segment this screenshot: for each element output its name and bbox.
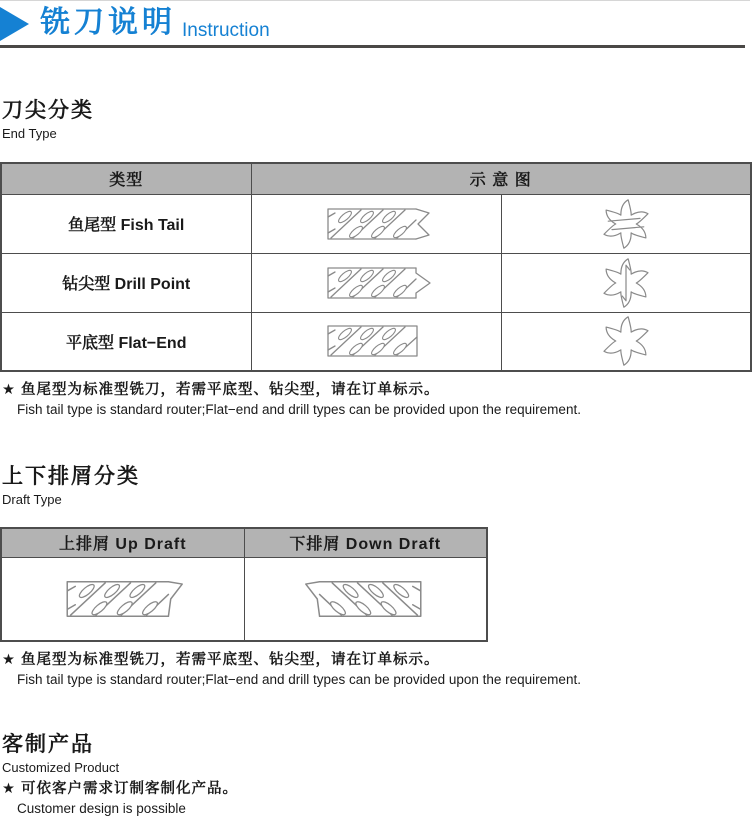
table-row bbox=[1, 253, 751, 312]
flatend-cutter-side-icon bbox=[319, 321, 434, 361]
page-title-en: Instruction bbox=[182, 20, 270, 41]
note-text-zh: ★ 鱼尾型为标准型铣刀，若需平底型、钻尖型，请在订单标示。 bbox=[2, 652, 440, 668]
flatend-cutter-end-icon bbox=[598, 313, 654, 369]
row-label: 鱼尾型 Fish Tail bbox=[1, 194, 251, 253]
col-header-type: 类型 bbox=[1, 163, 251, 194]
note-text-zh: ★ 可依客户需求订制客制化产品。 bbox=[2, 781, 239, 797]
table-row bbox=[1, 312, 751, 371]
section-draft-type bbox=[0, 464, 750, 688]
fishtail-cutter-end-icon bbox=[598, 196, 654, 252]
section-title-en: Draft Type bbox=[2, 492, 62, 507]
note-text-en: Fish tail type is standard router;Flat−end and drill types can be provided upon the requirement. bbox=[17, 402, 581, 417]
section-title-zh: 刀尖分类 bbox=[2, 99, 94, 122]
section-end-type bbox=[0, 98, 750, 418]
drillpoint-cutter-end-icon bbox=[598, 255, 654, 311]
note-text-en: Fish tail type is standard router;Flat−end and drill types can be provided upon the requirement. bbox=[17, 672, 581, 687]
col-header-up-draft: 上排屑 Up Draft bbox=[1, 528, 244, 557]
updraft-cutter-icon bbox=[48, 576, 198, 622]
section-customized-product bbox=[0, 732, 750, 817]
end-type-note bbox=[2, 381, 750, 418]
downdraft-cutter-icon bbox=[290, 576, 440, 622]
header-divider bbox=[0, 45, 745, 48]
drillpoint-cutter-side-icon bbox=[319, 263, 434, 303]
row-label: 钻尖型 Drill Point bbox=[1, 253, 251, 312]
section-title-zh: 上下排屑分类 bbox=[2, 465, 140, 488]
right-arrow-icon bbox=[0, 7, 29, 41]
draft-type-table bbox=[0, 527, 488, 642]
draft-type-note bbox=[2, 651, 750, 688]
table-header-row bbox=[1, 163, 751, 194]
table-row bbox=[1, 194, 751, 253]
note-text-zh: ★ 鱼尾型为标准型铣刀，若需平底型、钻尖型，请在订单标示。 bbox=[2, 382, 440, 398]
table-row bbox=[1, 557, 487, 641]
customized-note bbox=[2, 780, 750, 817]
col-header-diagram: 示 意 图 bbox=[251, 163, 751, 194]
note-text-en: Customer design is possible bbox=[17, 801, 186, 816]
section-title-zh: 客制产品 bbox=[2, 733, 94, 756]
row-label: 平底型 Flat−End bbox=[1, 312, 251, 371]
page-header bbox=[0, 1, 750, 48]
section-title-en: Customized Product bbox=[2, 760, 120, 775]
fishtail-cutter-side-icon bbox=[319, 204, 434, 244]
page-title-zh: 铣刀说明 bbox=[40, 6, 176, 39]
col-header-down-draft: 下排屑 Down Draft bbox=[244, 528, 487, 557]
end-type-table bbox=[0, 162, 752, 372]
section-title-en: End Type bbox=[2, 126, 57, 141]
table-header-row bbox=[1, 528, 487, 557]
